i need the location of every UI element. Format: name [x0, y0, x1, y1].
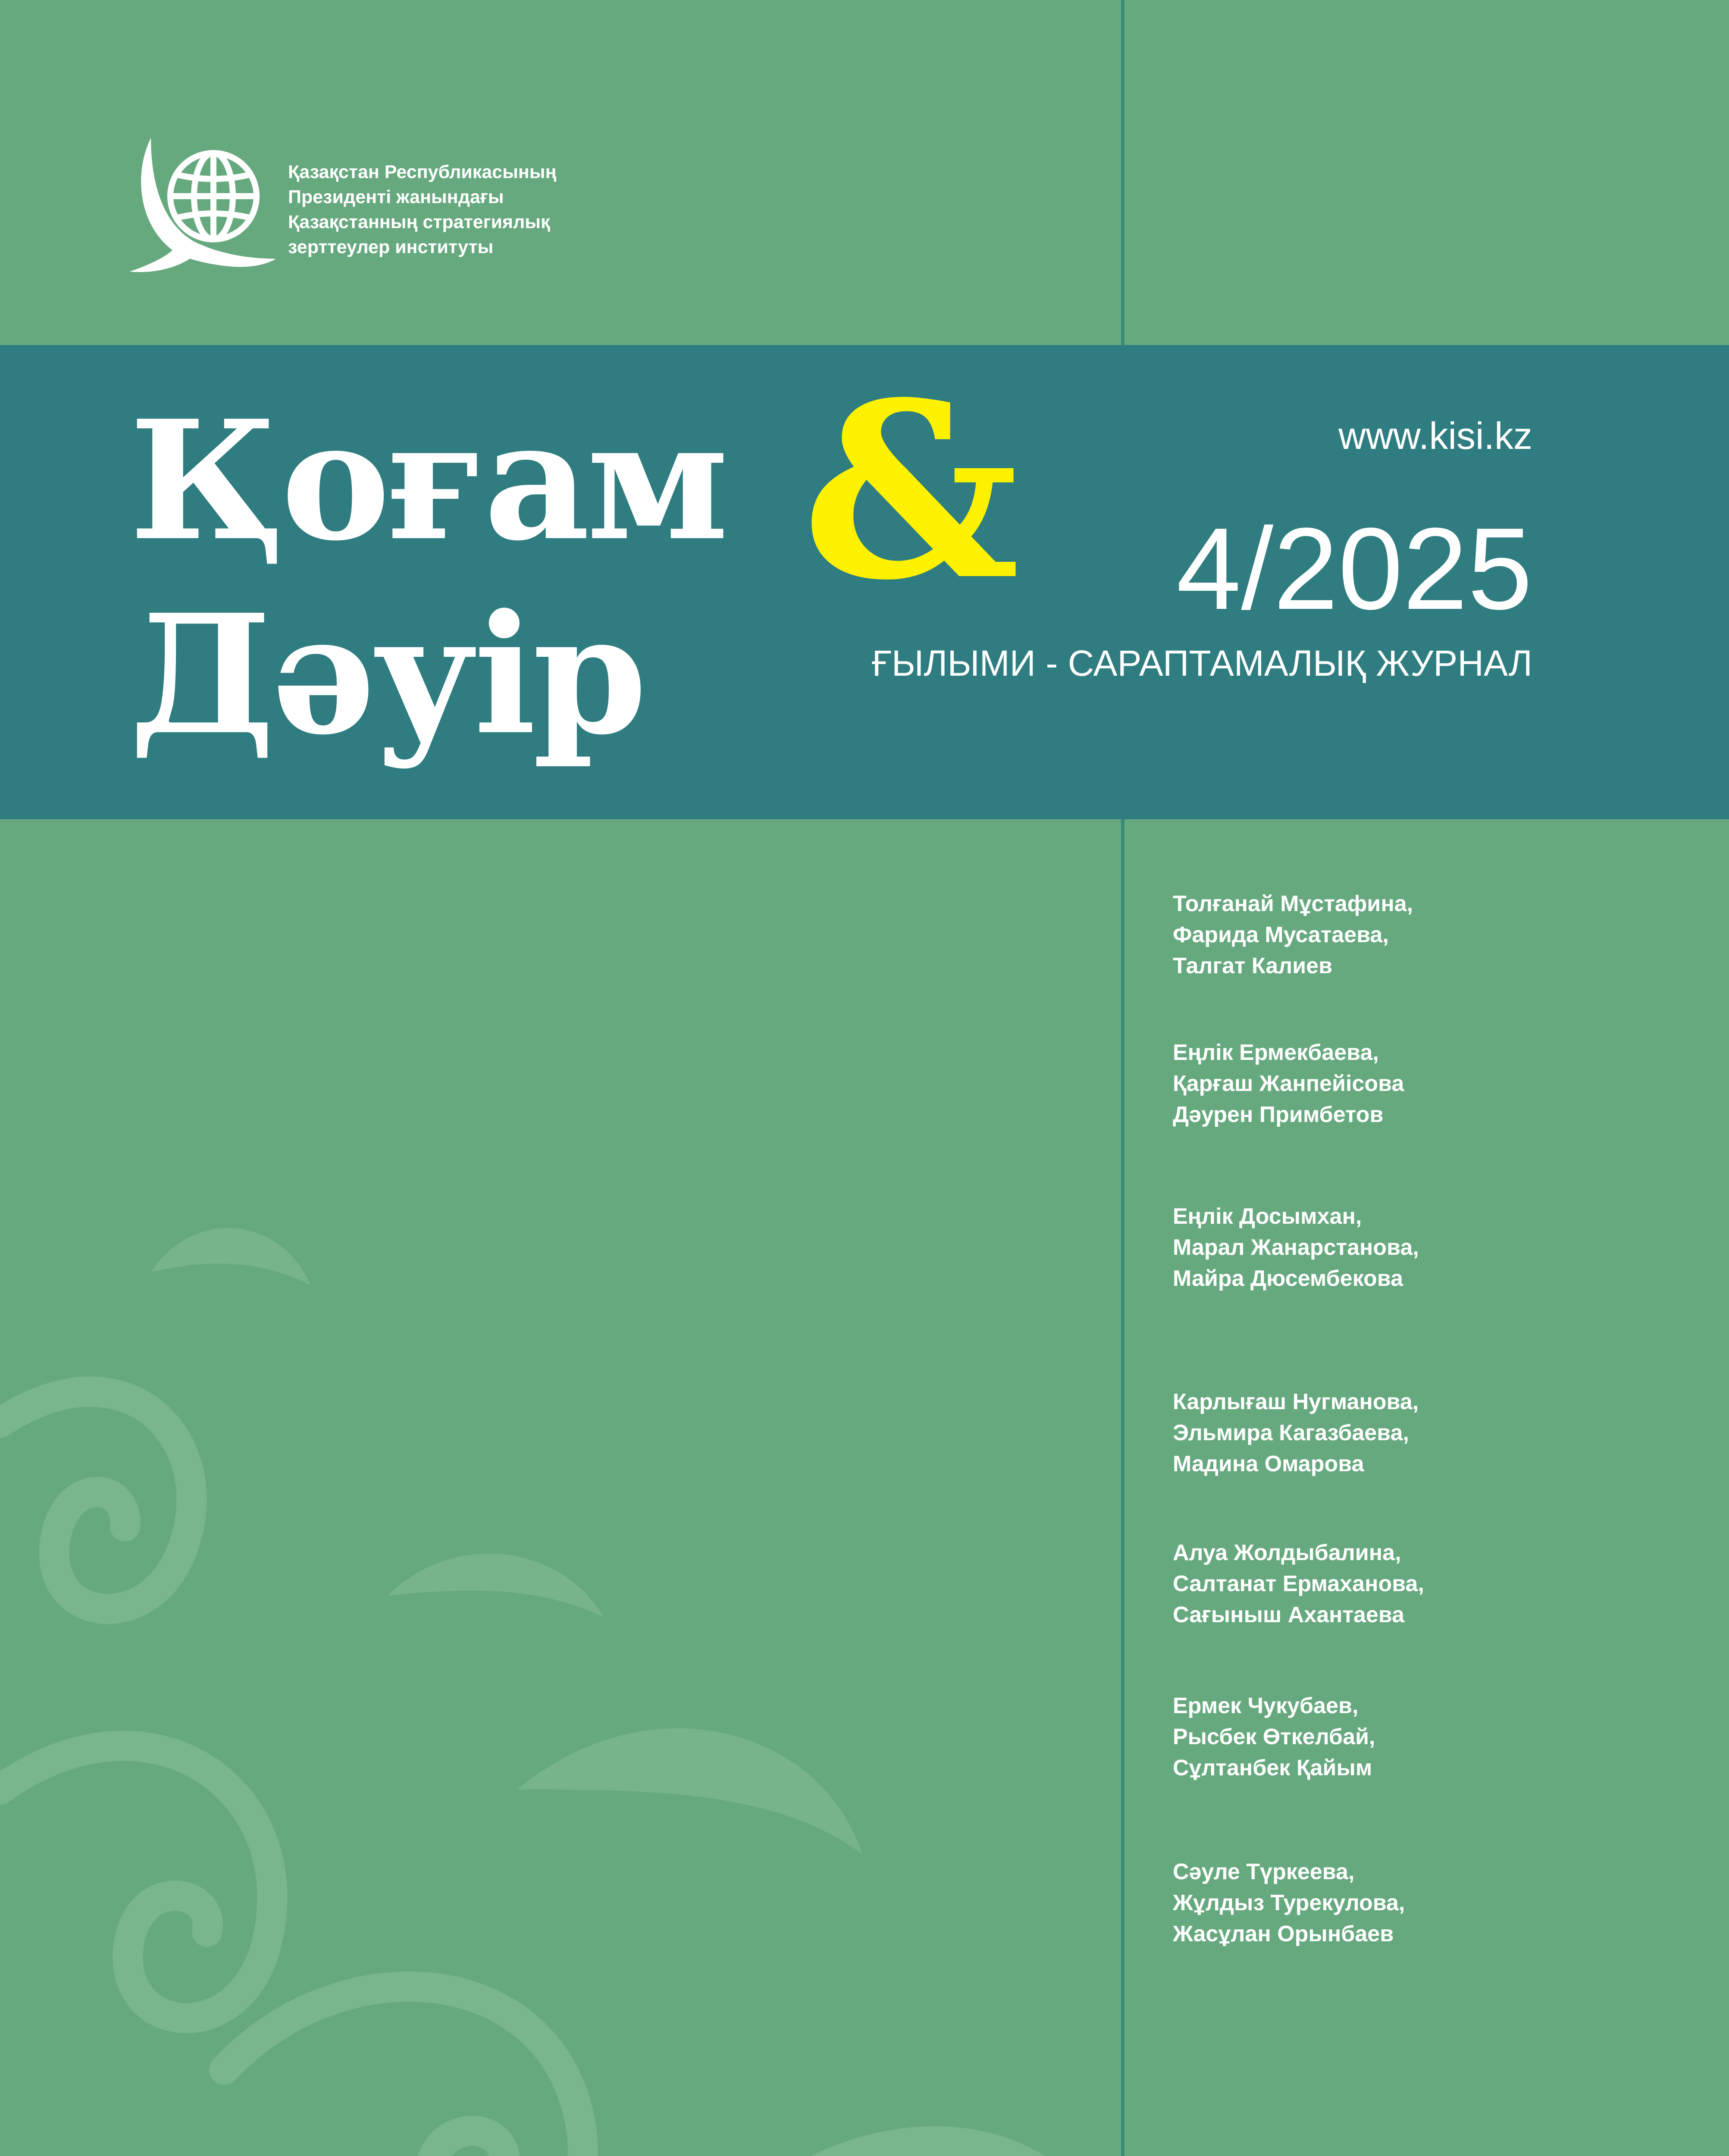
- author: Қарғаш Жанпейісова: [1173, 1071, 1404, 1096]
- issue-number: 4/2025: [1176, 504, 1532, 634]
- author: Еңлік Ермекбаева,: [1173, 1040, 1379, 1065]
- journal-subtitle: ҒЫЛЫМИ - САРАПТАМАЛЫҚ ЖУРНАЛ: [872, 643, 1532, 683]
- website-link[interactable]: www.kisi.kz: [1338, 414, 1532, 457]
- article-authors: [1173, 1386, 1419, 1479]
- author: Толғанай Мұстафина,: [1173, 891, 1413, 916]
- article-authors: [1173, 1201, 1419, 1294]
- author: Майра Дюсембекова: [1173, 1266, 1403, 1291]
- journal-title: [129, 384, 725, 772]
- author: Дәурен Примбетов: [1173, 1102, 1384, 1127]
- author: Талгат Калиев: [1173, 953, 1333, 978]
- article-authors: [1173, 1856, 1405, 1949]
- author: Жасұлан Орынбаев: [1173, 1921, 1394, 1946]
- author: Ермек Чукубаев,: [1173, 1693, 1359, 1718]
- author: Рысбек Өткелбай,: [1173, 1724, 1375, 1749]
- article-authors: [1173, 1037, 1404, 1130]
- article-authors: [1173, 888, 1413, 981]
- org-line: Президенті жанындағы: [288, 187, 504, 207]
- title-line-2: Дәуір: [129, 578, 644, 771]
- author: Алуа Жолдыбалина,: [1173, 1540, 1401, 1565]
- author: Эльмира Кагазбаева,: [1173, 1420, 1409, 1445]
- author: Еңлік Досымхан,: [1173, 1204, 1362, 1229]
- author: Жұлдыз Турекулова,: [1173, 1890, 1405, 1915]
- author: Сұлтанбек Қайым: [1173, 1755, 1372, 1780]
- org-line: Қазақстан Республикасының: [288, 162, 557, 182]
- org-line: Қазақстанның стратегиялық: [288, 212, 550, 232]
- author: Салтанат Ермаханова,: [1173, 1571, 1424, 1596]
- article-authors: [1173, 1537, 1424, 1630]
- author: Сағыныш Ахантаева: [1173, 1602, 1405, 1627]
- author: Сәуле Түркеева,: [1173, 1859, 1355, 1884]
- author: Мадина Омарова: [1173, 1451, 1364, 1476]
- institute-logo-icon: [125, 129, 280, 285]
- title-line-1: Қоғам: [129, 384, 726, 577]
- author: Марал Жанарстанова,: [1173, 1235, 1419, 1260]
- title-ampersand: &: [802, 350, 1020, 633]
- article-authors: [1173, 1690, 1375, 1783]
- organization-name: [288, 160, 556, 260]
- author: Карлығаш Нугманова,: [1173, 1389, 1419, 1414]
- vertical-divider: [1121, 0, 1124, 2156]
- org-line: зерттеулер институты: [288, 237, 494, 257]
- author: Фарида Мусатаева,: [1173, 922, 1389, 947]
